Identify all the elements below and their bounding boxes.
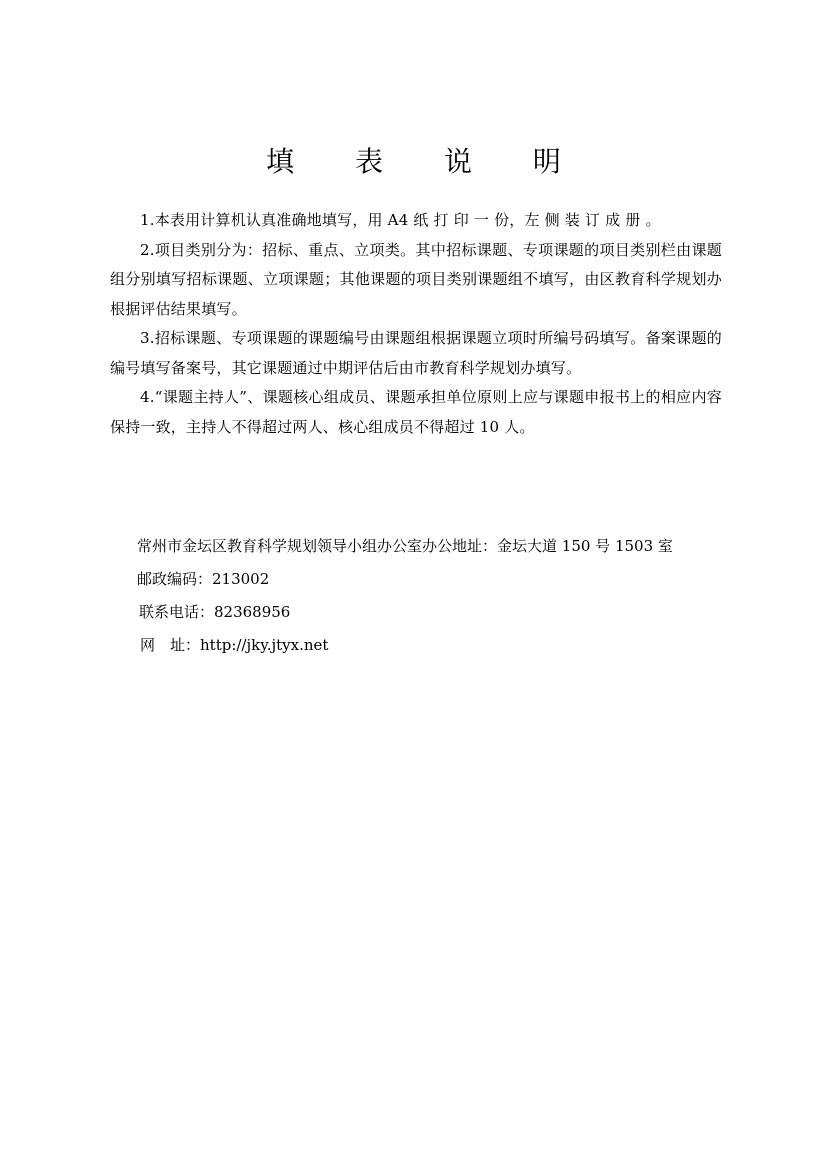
postal-code: 邮政编码：213002 [137, 570, 270, 588]
phone-number: 联系电话：82368956 [139, 603, 291, 621]
instruction-item-2: 2.项目类别分为：招标、重点、立项类。其中招标课题、专项课题的项目类别栏由课题组分别填写招标课题、立项课题；其他课题的项目类别课题组不填写，由区教育科学规划办根据评估结果填写。 [110, 240, 722, 318]
instruction-item-4: 4.“课题主持人”、课题核心组成员、课题承担单位原则上应与课题申报书上的相应内容保持一致，主持人不得超过两人、核心组成员不得超过 10 人。 [110, 388, 722, 436]
instructions-section [110, 206, 722, 442]
office-address: 常州市金坛区教育科学规划领导小组办公室办公地址：金坛大道 150 号 1503 室 [137, 537, 673, 555]
instruction-item-1: 1.本表用计算机认真准确地填写，用 A4 纸 打 印 一 份，左 侧 装 订 成 册 。 [140, 211, 661, 229]
instruction-item-3: 3.招标课题、专项课题的课题编号由课题组根据课题立项时所编号码填写。备案课题的编号填写备案号，其它课题通过中期评估后由市教育科学规划办填写。 [110, 329, 722, 377]
contact-info [137, 530, 737, 662]
website-url: 网 址：http://jky.jtyx.net [140, 636, 329, 654]
page-title: 填 表 说 明 [266, 145, 587, 178]
